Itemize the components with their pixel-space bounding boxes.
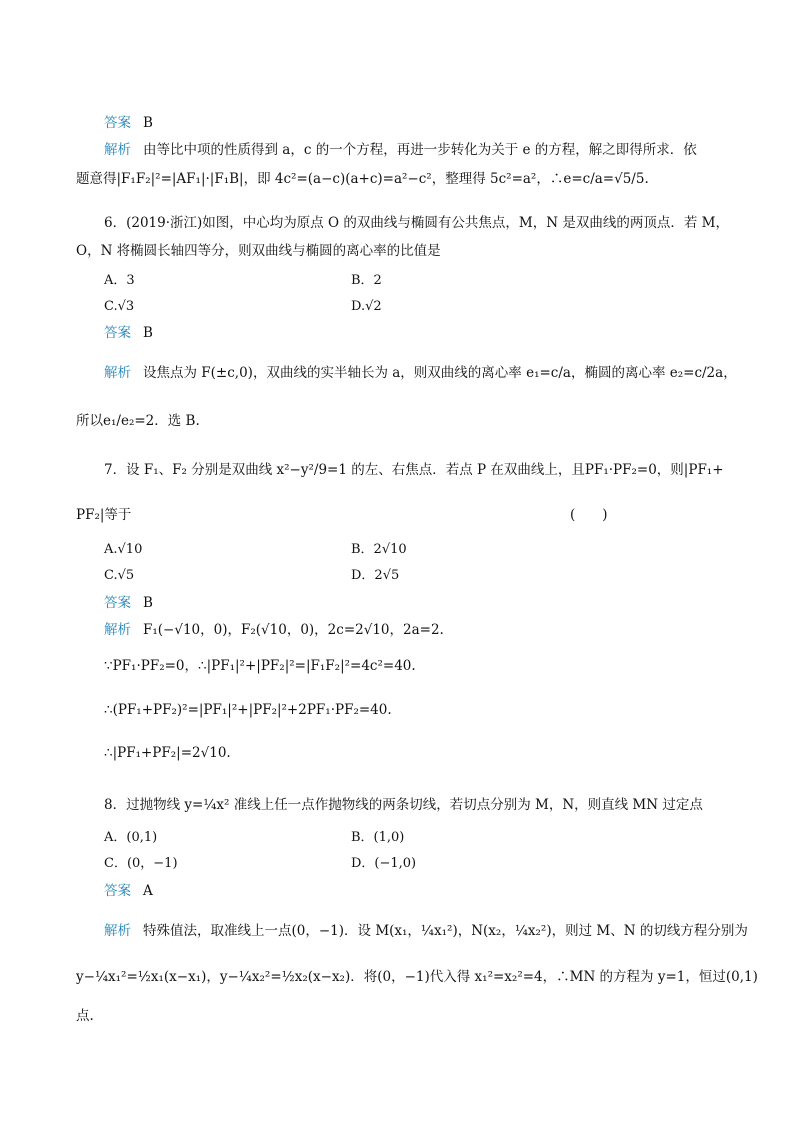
analysis-tag: 解析 [104,923,131,939]
analysis-8-line-3: 点. [76,1008,94,1024]
answer-5 [104,114,153,132]
question-6-line-1: 6．(2019·浙江)如图，中心均为原点 O 的双曲线与椭圆有公共焦点，M，N 是双曲线的两顶点．若 M， [104,215,729,231]
answer-tag: 答案 [104,115,131,131]
answer-text: B [143,115,153,131]
answer-text: A [143,883,153,899]
q6-option-d: D.√2 [351,299,382,314]
analysis-tag: 解析 [104,365,131,381]
question-7-line-2: PF₂|等于 [76,507,132,523]
q8-option-a: A．(0,1) [104,830,158,845]
q8-option-c: C．(0，−1) [104,856,178,871]
q6-option-a: A．3 [104,273,135,288]
analysis-text: 由等比中项的性质得到 a，c 的一个方程，再进一步转化为关于 e 的方程，解之即得所求．依 [143,142,697,158]
analysis-6-line-1 [104,364,737,382]
question-6-line-2: O，N 将椭圆长轴四等分，则双曲线与椭圆的离心率的比值是 [76,243,441,259]
q8-option-b: B．(1,0) [351,830,405,845]
analysis-tag: 解析 [104,622,131,638]
analysis-7-line-1 [104,621,444,639]
q7-option-b: B．2√10 [351,542,407,557]
question-8-line-1: 8．过抛物线 y=¼x² 准线上任一点作抛物线的两条切线，若切点分别为 M，N，则直线 MN 过定点 [104,797,703,813]
analysis-8-line-1 [104,922,748,940]
answer-6 [104,324,153,342]
answer-tag: 答案 [104,325,131,341]
analysis-6-line-2: 所以e₁/e₂=2．选 B. [76,413,200,429]
analysis-7-line-2: ∵PF₁·PF₂=0，∴|PF₁|²+|PF₂|²=|F₁F₂|²=4c²=40. [104,658,416,674]
answer-text: B [143,325,153,341]
analysis-tag: 解析 [104,142,131,158]
analysis-text: 特殊值法，取准线上一点(0，−1)．设 M(x₁，¼x₁²)，N(x₂，¼x₂²)，则过 M、N 的切线方程分别为 [143,923,748,939]
analysis-text: 设焦点为 F(±c,0)，双曲线的实半轴长为 a，则双曲线的离心率 e₁=c/a，椭圆的离心率 e₂=c/2a， [143,365,737,381]
analysis-5-line-1 [104,141,697,159]
q6-option-c: C.√3 [104,299,135,314]
analysis-5-line-2: 题意得|F₁F₂|²=|AF₁|·|F₁B|，即 4c²=(a−c)(a+c)=a²−c²，整理得 5c²=a²，∴e=c/a=√5/5. [76,171,649,187]
answer-blank: ( ) [570,507,608,523]
answer-tag: 答案 [104,595,131,611]
answer-tag: 答案 [104,883,131,899]
q7-option-c: C.√5 [104,568,135,583]
analysis-7-line-3: ∴(PF₁+PF₂)²=|PF₁|²+|PF₂|²+2PF₁·PF₂=40. [104,702,392,718]
q8-option-d: D．(−1,0) [351,856,417,871]
analysis-7-line-4: ∴|PF₁+PF₂|=2√10. [104,745,231,761]
question-7-line-1: 7．设 F₁、F₂ 分别是双曲线 x²−y²/9=1 的左、右焦点．若点 P 在双曲线上，且PF₁·PF₂=0，则|PF₁+ [104,462,724,478]
analysis-8-line-2: y−¼x₁²=½x₁(x−x₁)，y−¼x₂²=½x₂(x−x₂)．将(0，−1)代入得 x₁²=x₂²=4，∴MN 的方程为 y=1，恒过(0,1) [76,969,758,985]
q6-option-b: B．2 [351,273,382,288]
q7-option-d: D．2√5 [351,568,400,583]
analysis-text: F₁(−√10，0)，F₂(√10，0)，2c=2√10，2a=2. [143,622,444,638]
answer-8 [104,882,153,900]
answer-7 [104,594,153,612]
q7-option-a: A.√10 [104,542,143,557]
answer-text: B [143,595,153,611]
